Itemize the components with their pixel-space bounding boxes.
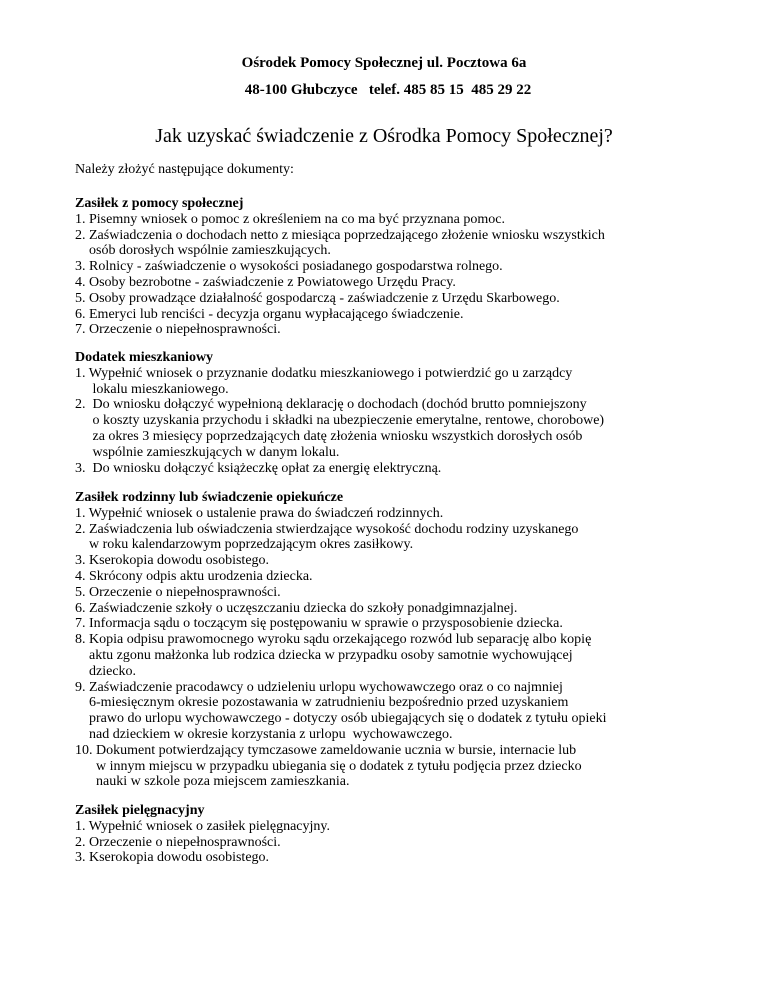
section-dodatek-mieszkaniowy: [75, 350, 745, 476]
list-item: 5. Orzeczenie o niepełnosprawności.: [75, 584, 281, 600]
intro-text: Należy złożyć następujące dokumenty:: [75, 162, 294, 177]
header-address: Ośrodek Pomocy Społecznej ul. Pocztowa 6a: [241, 55, 527, 71]
list-item: 2. Zaświadczenia lub oświadczenia stwierdzające wysokość dochodu rodziny uzyskanego: [75, 521, 579, 537]
list-item: 10. Dokument potwierdzający tymczasowe zameldowanie ucznia w bursie, internacie lub: [75, 742, 577, 758]
list-item: 6. Emeryci lub renciści - decyzja organu wypłacającego świadczenie.: [75, 306, 464, 322]
list-item: 7. Informacja sądu o toczącym się postępowaniu w sprawie o przysposobienie dziecka.: [75, 616, 563, 632]
list-item: 6-miesięcznym okresie pozostawania w zatrudnieniu bezpośrednio przed uzyskaniem: [75, 695, 569, 711]
section-zasilek-z-pomocy: [75, 196, 745, 338]
list-item: dziecko.: [75, 663, 137, 679]
list-item: nauki w szkole poza miejscem zamieszkania.: [75, 774, 350, 790]
list-item: 1. Wypełnić wniosek o ustalenie prawa do świadczeń rodzinnych.: [75, 505, 444, 521]
list-item: 5. Osoby prowadzące działalność gospodarczą - zaświadczenie z Urzędu Skarbowego.: [75, 290, 560, 306]
list-item: 1. Wypełnić wniosek o zasiłek pielęgnacyjny.: [75, 818, 330, 834]
list-item: 3. Do wniosku dołączyć książeczkę opłat za energię elektryczną.: [75, 460, 442, 476]
list-item: 1. Pisemny wniosek o pomoc z określeniem na co ma być przyznana pomoc.: [75, 211, 505, 227]
list-item: o koszty uzyskania przychodu i składki na ubezpieczenie emerytalne, rentowe, chorobowe): [75, 413, 605, 429]
page-title: Jak uzyskać świadczenie z Ośrodka Pomocy Społecznej?: [155, 125, 613, 147]
section-zasilek-rodzinny: [75, 490, 745, 790]
header-phone: 48-100 Głubczyce telef. 485 85 15 485 29 22: [244, 82, 532, 98]
list-item: wspólnie zamieszkujących w danym lokalu.: [75, 444, 340, 460]
list-item: 3. Kserokopia dowodu osobistego.: [75, 850, 270, 866]
section-heading: Zasiłek rodzinny lub świadczenie opiekuńcze: [75, 490, 344, 505]
section-heading: Zasiłek z pomocy społecznej: [75, 196, 244, 211]
list-item: w innym miejscu w przypadku ubiegania się o dodatek z tytułu podjęcia przez dziecko: [75, 758, 582, 774]
list-item: 2. Zaświadczenia o dochodach netto z miesiąca poprzedzającego złożenie wniosku wszystkich: [75, 227, 605, 243]
list-item: 3. Rolnicy - zaświadczenie o wysokości posiadanego gospodarstwa rolnego.: [75, 259, 503, 275]
section-heading: Zasiłek pielęgnacyjny: [75, 803, 205, 818]
list-item: 2. Do wniosku dołączyć wypełnioną deklarację o dochodach (dochód brutto pomniejszony: [75, 397, 587, 413]
section-zasilek-pielegnacyjny: [75, 803, 745, 866]
list-item: osób dorosłych wspólnie zamieszkujących.: [75, 243, 331, 259]
list-item: 2. Orzeczenie o niepełnosprawności.: [75, 834, 281, 850]
list-item: aktu zgonu małżonka lub rodzica dziecka w przypadku osoby samotnie wychowującej: [75, 647, 573, 663]
list-item: w roku kalendarzowym poprzedzającym okres zasiłkowy.: [75, 537, 414, 553]
list-item: 4. Osoby bezrobotne - zaświadczenie z Powiatowego Urzędu Pracy.: [75, 274, 456, 290]
list-item: 9. Zaświadczenie pracodawcy o udzieleniu urlopu wychowawczego oraz o co najmniej: [75, 679, 563, 695]
list-item: nad dzieckiem w okresie korzystania z urlopu wychowawczego.: [75, 726, 453, 742]
list-item: prawo do urlopu wychowawczego - dotyczy osób ubiegających się o dodatek z tytułu opieki: [75, 711, 607, 727]
list-item: 4. Skrócony odpis aktu urodzenia dziecka.: [75, 568, 313, 584]
section-heading: Dodatek mieszkaniowy: [75, 350, 214, 365]
list-item: 1. Wypełnić wniosek o przyznanie dodatku mieszkaniowego i potwierdzić go u zarządcy: [75, 365, 573, 381]
list-item: za okres 3 miesięcy poprzedzających datę złożenia wniosku wszystkich dorosłych osób: [75, 428, 583, 444]
list-item: 8. Kopia odpisu prawomocnego wyroku sądu orzekającego rozwód lub separację albo kopię: [75, 632, 592, 648]
list-item: 6. Zaświadczenie szkoły o uczęszczaniu dziecka do szkoły ponadgimnazjalnej.: [75, 600, 518, 616]
list-item: 7. Orzeczenie o niepełnosprawności.: [75, 322, 281, 338]
list-item: 3. Kserokopia dowodu osobistego.: [75, 553, 270, 569]
list-item: lokalu mieszkaniowego.: [75, 381, 229, 397]
